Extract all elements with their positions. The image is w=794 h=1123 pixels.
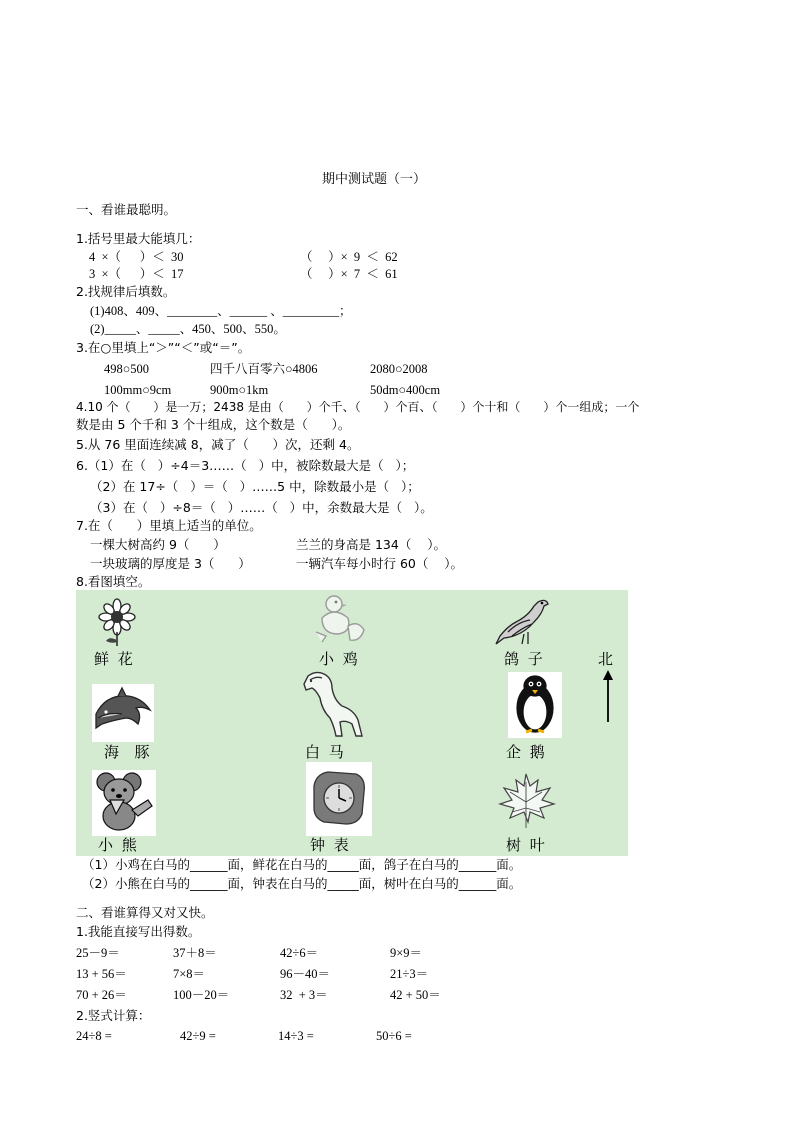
section2-heading: 二、看谁算得又对又快。 <box>76 905 214 920</box>
q7-row1-right: 兰兰的身高是 134（ ）。 <box>296 537 446 552</box>
q1-row2-right: （ ）× 7 ＜ 61 <box>300 267 398 281</box>
caption-pigeon: 鸽 子 <box>504 650 545 668</box>
calc-r3-c2: 100－20＝ <box>173 988 230 1002</box>
q8-label: 8.看图填空。 <box>76 574 151 589</box>
q6-line1: 6.（1）在（ ）÷4＝3……（ ）中，被除数最大是（ ）； <box>76 458 415 473</box>
vertical-calc-1: 24÷8 = <box>76 1029 112 1043</box>
calc-r1-c1: 25－9＝ <box>76 946 120 960</box>
q7-row2-right: 一辆汽车每小时行 60（ ）。 <box>296 556 464 571</box>
q6-line3: （3）在（ ）÷8＝（ ）……（ ）中，余数最大是（ ）。 <box>90 500 433 515</box>
calc-r2-c2: 7×8＝ <box>173 967 206 981</box>
q3-row2-c: 50dm○400cm <box>370 383 441 397</box>
dolphin-icon <box>92 684 154 742</box>
section1-heading: 一、看谁最聪明。 <box>76 202 177 217</box>
q1-row1-left: 4 ×（ ）＜ 30 <box>89 250 184 264</box>
penguin-icon <box>508 672 562 738</box>
q1-label: 1.括号里最大能填几： <box>76 231 201 246</box>
q4-line2: 数是由 5 个千和 3 个十组成，这个数是（ ）。 <box>76 417 351 432</box>
caption-penguin: 企 鹅 <box>506 743 547 761</box>
q2-label: 2.找规律后填数。 <box>76 284 176 299</box>
caption-dolphin: 海 豚 <box>104 743 152 761</box>
caption-horse: 白 马 <box>305 743 346 761</box>
calc-r2-c1: 13 + 56＝ <box>76 967 127 981</box>
q3-label: 3.在○里填上“＞”“＜”或“＝”。 <box>76 340 251 355</box>
calc-r1-c4: 9×9＝ <box>390 946 423 960</box>
q3-row1-a: 498○500 <box>104 362 150 376</box>
calc-r1-c2: 37＋8＝ <box>173 946 217 960</box>
q5-text: 5.从 76 里面连续减 8，减了（ ）次，还剩 4。 <box>76 437 360 452</box>
q3-row2-b: 900m○1km <box>210 383 269 397</box>
calc-r3-c4: 42 + 50＝ <box>390 988 441 1002</box>
clock-icon <box>306 762 372 836</box>
horse-icon <box>302 670 366 744</box>
q4-line1: 4.10 个（ ）是一万；2438 是由（ ）个千、（ ）个百、（ ）个十和（ ）个一组成；一个 <box>76 400 640 414</box>
vertical-calc-3: 14÷3 = <box>278 1029 314 1043</box>
q8-line2: （2）小熊在白马的______面，钟表在白马的_____面，树叶在白马的______面。 <box>82 876 522 891</box>
bear-icon <box>92 770 156 836</box>
q2-line1: (1)408、409、________、______ 、_________； <box>90 304 352 318</box>
flower-icon <box>94 598 140 650</box>
q3-row1-c: 2080○2008 <box>370 362 428 376</box>
calc-r2-c4: 21÷3＝ <box>390 967 429 981</box>
q7-row2-left: 一块玻璃的厚度是 3（ ） <box>90 556 251 571</box>
calc-r3-c1: 70 + 26＝ <box>76 988 127 1002</box>
caption-leaf: 树 叶 <box>506 836 547 854</box>
pigeon-icon <box>494 592 554 652</box>
q2-line2: (2)_____、_____、450、500、550。 <box>90 322 286 336</box>
caption-flower: 鲜 花 <box>94 650 135 668</box>
q3-row2-a: 100mm○9cm <box>104 383 172 397</box>
q1-row2-left: 3 ×（ ）＜ 17 <box>89 267 184 281</box>
vertical-calc-4: 50÷6 = <box>376 1029 412 1043</box>
vertical-calc-2: 42÷9 = <box>180 1029 216 1043</box>
q3-row1-b: 四千八百零六○4806 <box>210 362 318 376</box>
s2-q2-label: 2.竖式计算： <box>76 1008 151 1023</box>
q6-line2: （2）在 17÷（ ）＝（ ）……5 中，除数最小是（ ）； <box>90 479 420 494</box>
caption-clock: 钟 表 <box>310 836 351 854</box>
leaf-icon <box>496 772 556 834</box>
s2-q1-label: 1.我能直接写出得数。 <box>76 924 201 939</box>
q7-row1-left: 一棵大树高约 9（ ） <box>90 537 226 552</box>
q1-row1-right: （ ）× 9 ＜ 62 <box>300 250 398 264</box>
chick-icon <box>308 590 368 650</box>
calc-r3-c3: 32 + 3＝ <box>280 988 328 1002</box>
q8-line1: （1）小鸡在白马的______面，鲜花在白马的_____面，鸽子在白马的______面。 <box>82 857 522 872</box>
north-arrow-icon <box>601 668 615 728</box>
calc-r2-c3: 96－40＝ <box>280 967 331 981</box>
caption-chick: 小 鸡 <box>319 650 360 668</box>
q7-label: 7.在（ ）里填上适当的单位。 <box>76 518 262 533</box>
picture-panel <box>76 590 628 856</box>
caption-bear: 小 熊 <box>98 836 139 854</box>
north-label: 北 <box>598 650 614 668</box>
page-title: 期中测试题（一） <box>322 172 427 187</box>
calc-r1-c3: 42÷6＝ <box>280 946 319 960</box>
